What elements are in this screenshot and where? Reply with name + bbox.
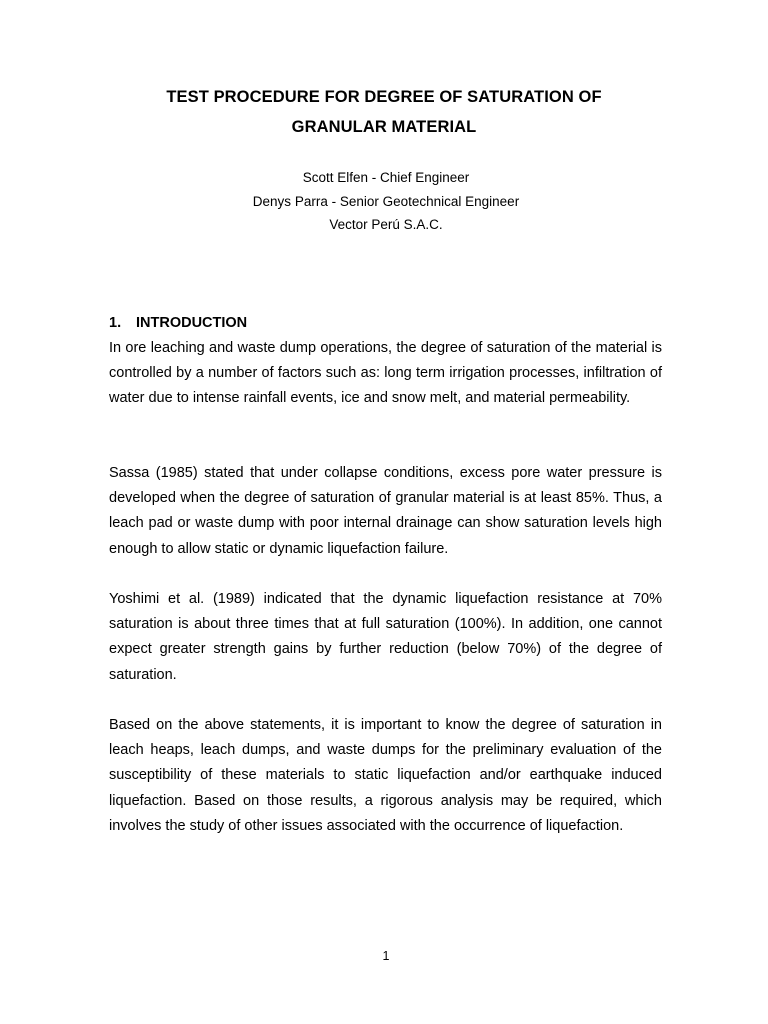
page-number: 1 [382, 949, 390, 963]
document-title-line-1: TEST PROCEDURE FOR DEGREE OF SATURATION OF [166, 88, 602, 106]
author-line-1: Scott Elfen - Chief Engineer [302, 170, 470, 185]
section-title: INTRODUCTION [136, 315, 248, 331]
section-heading [109, 314, 247, 332]
paragraph-2: Sassa (1985) stated that under collapse conditions, excess pore water pressure is developed when the degree of saturation of granular material is at least 85%. Thus, a leach pad or waste dump with poor internal drainage can show saturation levels high enough to allow static or dynamic liquefaction failure. [109, 465, 662, 557]
paragraph-4: Based on the above statements, it is important to know the degree of saturation in leach heaps, leach dumps, and waste dumps for the preliminary evaluation of the susceptibility of these materials to static liquefaction and/or earthquake induced liquefaction. Based on those results, a rigorous analysis may be required, which involves the study of other issues associated with the occurrence of liquefaction. [109, 717, 662, 834]
paragraph-1: In ore leaching and waste dump operations, the degree of saturation of the material is controlled by a number of factors such as: long term irrigation processes, infiltration of water due to intense rainfall events, ice and snow melt, and material permeability. [109, 340, 662, 407]
document-title-line-2: GRANULAR MATERIAL [291, 118, 477, 136]
section-number: 1. [109, 315, 122, 331]
paragraph-3: Yoshimi et al. (1989) indicated that the dynamic liquefaction resistance at 70% saturation is about three times that at full saturation (100%). In addition, one cannot expect greater strength gains by further reduction (below 70%) of the degree of saturation. [109, 591, 662, 683]
author-affiliation: Vector Perú S.A.C. [329, 217, 443, 232]
author-line-2: Denys Parra - Senior Geotechnical Engineer [252, 194, 520, 209]
